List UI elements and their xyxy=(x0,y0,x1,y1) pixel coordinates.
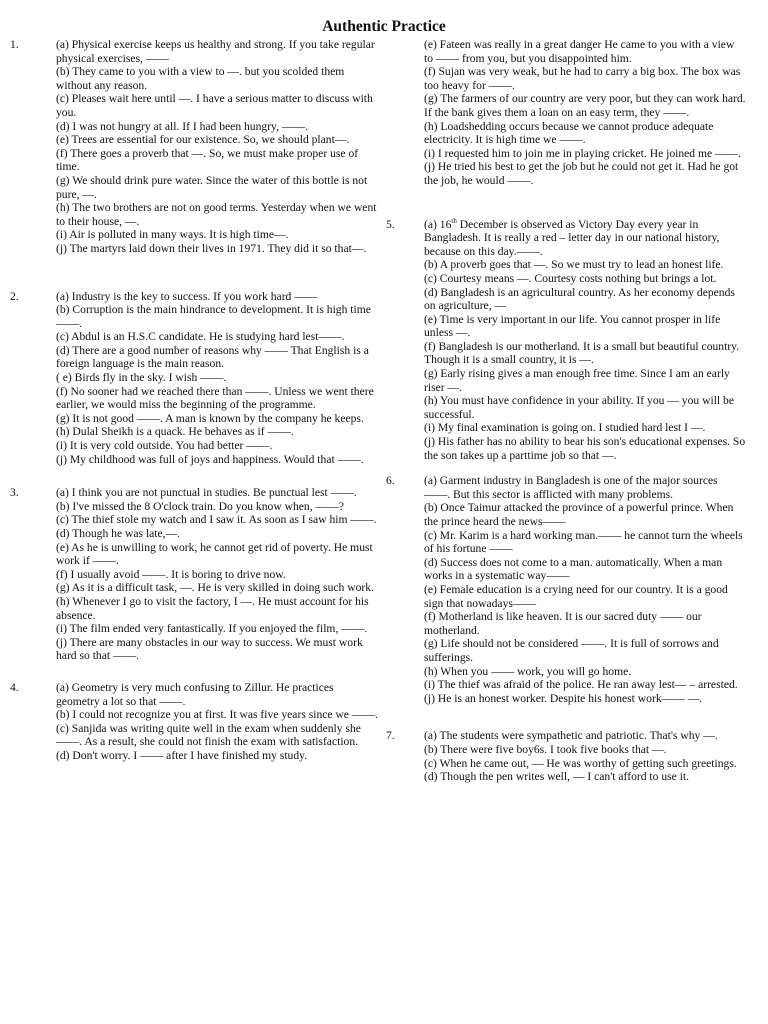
question-item: (g) We should drink pure water. Since the water of this bottle is not pure, —. xyxy=(56,173,368,201)
question-item: (i) Air is polluted in many ways. It is high time—. xyxy=(56,228,289,242)
question-4-continued xyxy=(424,38,746,188)
question-item: (g) As it is a difficult task, —. He is very skilled in doing such work. xyxy=(56,581,374,595)
question-item: (j) There are many obstacles in our way to success. We must work hard so that ——. xyxy=(56,635,363,663)
question-item: (h) You must have confidence in your ability. If you — you will be successful. xyxy=(424,394,734,421)
question-item: (i) My final examination is going on. I studied hard lest I —. xyxy=(424,421,706,435)
question-item: (a) Physical exercise keeps us healthy and strong. If you take regular physical exercises, —— xyxy=(56,38,375,65)
question-item: (g) Life should not be considered ——. It is full of sorrows and sufferings. xyxy=(424,637,719,664)
question-item: (c) Mr. Karim is a hard working man.—— he cannot turn the wheels of his fortune —— xyxy=(424,528,743,556)
question-6 xyxy=(386,474,746,705)
question-number: 7. xyxy=(386,729,395,743)
question-3 xyxy=(10,486,378,663)
question-item: (c) When he came out, — He was worthy of getting such greetings. xyxy=(424,756,737,770)
question-item: (b) There were five boy6s. I took five books that —. xyxy=(424,742,667,756)
page-title: Authentic Practice xyxy=(322,18,446,35)
question-item: (d) Don't worry. I —— after I have finished my study. xyxy=(56,748,308,762)
question-item: (f) Sujan was very weak, but he had to carry a big box. The box was too heavy for ——. xyxy=(424,65,741,92)
question-item: (b) I've missed the 8 O'clock train. Do you know when, ——? xyxy=(56,499,344,513)
question-item: ( e) Birds fly in the sky. I wish ——. xyxy=(56,371,227,385)
question-item: (d) I was not hungry at all. If I had been hungry, ——. xyxy=(56,119,308,133)
question-number: 5. xyxy=(386,217,395,231)
question-number: 6. xyxy=(386,474,395,488)
question-number: 4. xyxy=(10,680,19,694)
question-item: (d) Bangladesh is an agricultural country. As her economy depends on agriculture, — xyxy=(424,285,735,313)
question-item: (i) I requested him to join me in playing cricket. He joined me ——. xyxy=(424,146,742,160)
question-item: (j) His father has no ability to bear his son's educational expenses. So the son takes up a parttime job so that —. xyxy=(424,435,746,462)
question-7 xyxy=(386,729,746,784)
question-number: 2. xyxy=(10,289,19,303)
question-item: (f) There goes a proverb that —. So, we must make proper use of time. xyxy=(56,146,359,174)
question-item: (i) The thief was afraid of the police. He ran away lest— – arrested. xyxy=(424,678,738,692)
question-item: (b) Once Taimur attacked the province of a powerful prince. When the prince heard the news—— xyxy=(424,501,734,528)
question-item: (h) When you —— work, you will go home. xyxy=(424,664,632,678)
question-item: (b) A proverb goes that —. So we must try to lead an honest life. xyxy=(424,258,724,272)
question-item: (f) Motherland is like heaven. It is our sacred duty —— our motherland. xyxy=(424,610,702,637)
question-number: 1. xyxy=(10,38,19,51)
question-item: (a) I think you are not punctual in studies. Be punctual lest ——. xyxy=(56,486,357,500)
question-item: (f) No sooner had we reached there than ——. Unless we went there earlier, we would miss the beginning of the programme. xyxy=(56,384,374,412)
question-item: (c) Abdul is an H.S.C candidate. He is studying hard lest——. xyxy=(56,330,345,344)
right-column xyxy=(386,38,746,784)
left-column xyxy=(10,38,378,763)
question-2 xyxy=(10,289,378,467)
question-item: (g) It is not good ——. A man is known by the company he keeps. xyxy=(56,411,364,425)
question-item: (c) The thief stole my watch and I saw it. As soon as I saw him ——. xyxy=(56,513,377,527)
question-item: (f) Bangladesh is our motherland. It is a small but beautiful country. Though it is a small country, it is —. xyxy=(424,339,740,367)
question-item: (a) The students were sympathetic and patriotic. That's why —. xyxy=(424,729,718,743)
question-item: (a) Industry is the key to success. If you work hard —— xyxy=(56,289,318,303)
question-item: (h) Whenever I go to visit the factory, I —. He must account for his absence. xyxy=(56,594,369,622)
question-item: (j) He is an honest worker. Despite his honest work—— —. xyxy=(424,691,703,705)
question-item: (e) As he is unwilling to work, he cannot get rid of poverty. He must work if ——. xyxy=(56,540,373,568)
question-item: (h) Dulal Sheikh is a quack. He behaves as if ——. xyxy=(56,425,294,439)
question-item: (j) He tried his best to get the job but he could not get it. Had he got the job, he would ——. xyxy=(424,160,739,187)
question-item: (d) Success does not come to a man. automatically. When a man works in a systematic way—— xyxy=(424,555,723,583)
question-item xyxy=(424,218,746,259)
question-item: (i) It is very cold outside. You had better ——. xyxy=(56,439,273,453)
question-item: (a) Garment industry in Bangladesh is one of the major sources ——. But this sector is afflicted with many problems. xyxy=(424,474,718,501)
question-item: (b) They came to you with a view to —. but you scolded them without any reason. xyxy=(56,65,345,92)
question-item: (e) Female education is a crying need for our country. It is a good sign that nowadays—— xyxy=(424,582,728,610)
question-item: (h) Loadshedding occurs because we cannot produce adequate electricity. It is high time we ——. xyxy=(424,119,714,147)
question-item: (c) Pleases wait here until —. I have a serious matter to discuss with you. xyxy=(56,92,373,119)
question-item: (f) I usually avoid ——. It is boring to drive now. xyxy=(56,567,286,581)
question-4 xyxy=(10,680,378,763)
question-item: (j) The martyrs laid down their lives in 1971. They did it so that—. xyxy=(56,241,367,255)
question-item: (c) Courtesy means —. Courtesy costs nothing but brings a lot. xyxy=(424,271,717,285)
question-item: (b) I could not recognize you at first. It was five years since we ——. xyxy=(56,708,378,722)
question-5 xyxy=(386,216,746,463)
question-1 xyxy=(10,38,378,256)
question-item: (d) There are a good number of reasons why —— That English is a foreign language is the main reason. xyxy=(56,343,369,371)
ordinal-suffix: th xyxy=(451,216,457,225)
question-item: (c) Sanjida was writing quite well in the exam when suddenly she ——. As a result, she could not finish the exam with satisfaction. xyxy=(56,721,361,749)
question-item: (e) Fateen was really in a great danger He came to you with a view to —— from you, but you disappointed him. xyxy=(424,38,735,65)
question-item: (g) The farmers of our country are very poor, but they can work hard. If the bank gives them a loan on an easy term, they ——. xyxy=(424,92,746,119)
question-number: 3. xyxy=(10,486,19,500)
date-day: (a) 16th December is observed as Victory Day every year in Bangladesh. It is really a red – letter day in our national history, because on this day.——. xyxy=(424,216,720,258)
question-item: (d) Though he was late,—. xyxy=(56,527,181,540)
question-item: (e) Trees are essential for our existence. So, we should plant—. xyxy=(56,133,350,147)
question-item: (e) Time is very important in our life. You cannot prosper in life unless —. xyxy=(424,312,721,340)
question-item: (i) The film ended very fantastically. If you enjoyed the film, ——. xyxy=(56,622,368,636)
question-item: (b) Corruption is the main hindrance to development. It is high time——. xyxy=(56,303,371,330)
question-item: (j) My childhood was full of joys and happiness. Would that ——. xyxy=(56,452,364,466)
question-item: (d) Though the pen writes well, — I can't afford to use it. xyxy=(424,770,690,784)
question-item: (h) The two brothers are not on good terms. Yesterday when we went to their house, —. xyxy=(56,201,377,228)
question-item: (g) Early rising gives a man enough free time. Since I am an early riser —. xyxy=(424,367,730,394)
question-item: (a) Geometry is very much confusing to Zillur. He practices geometry a lot so that ——. xyxy=(56,680,334,708)
